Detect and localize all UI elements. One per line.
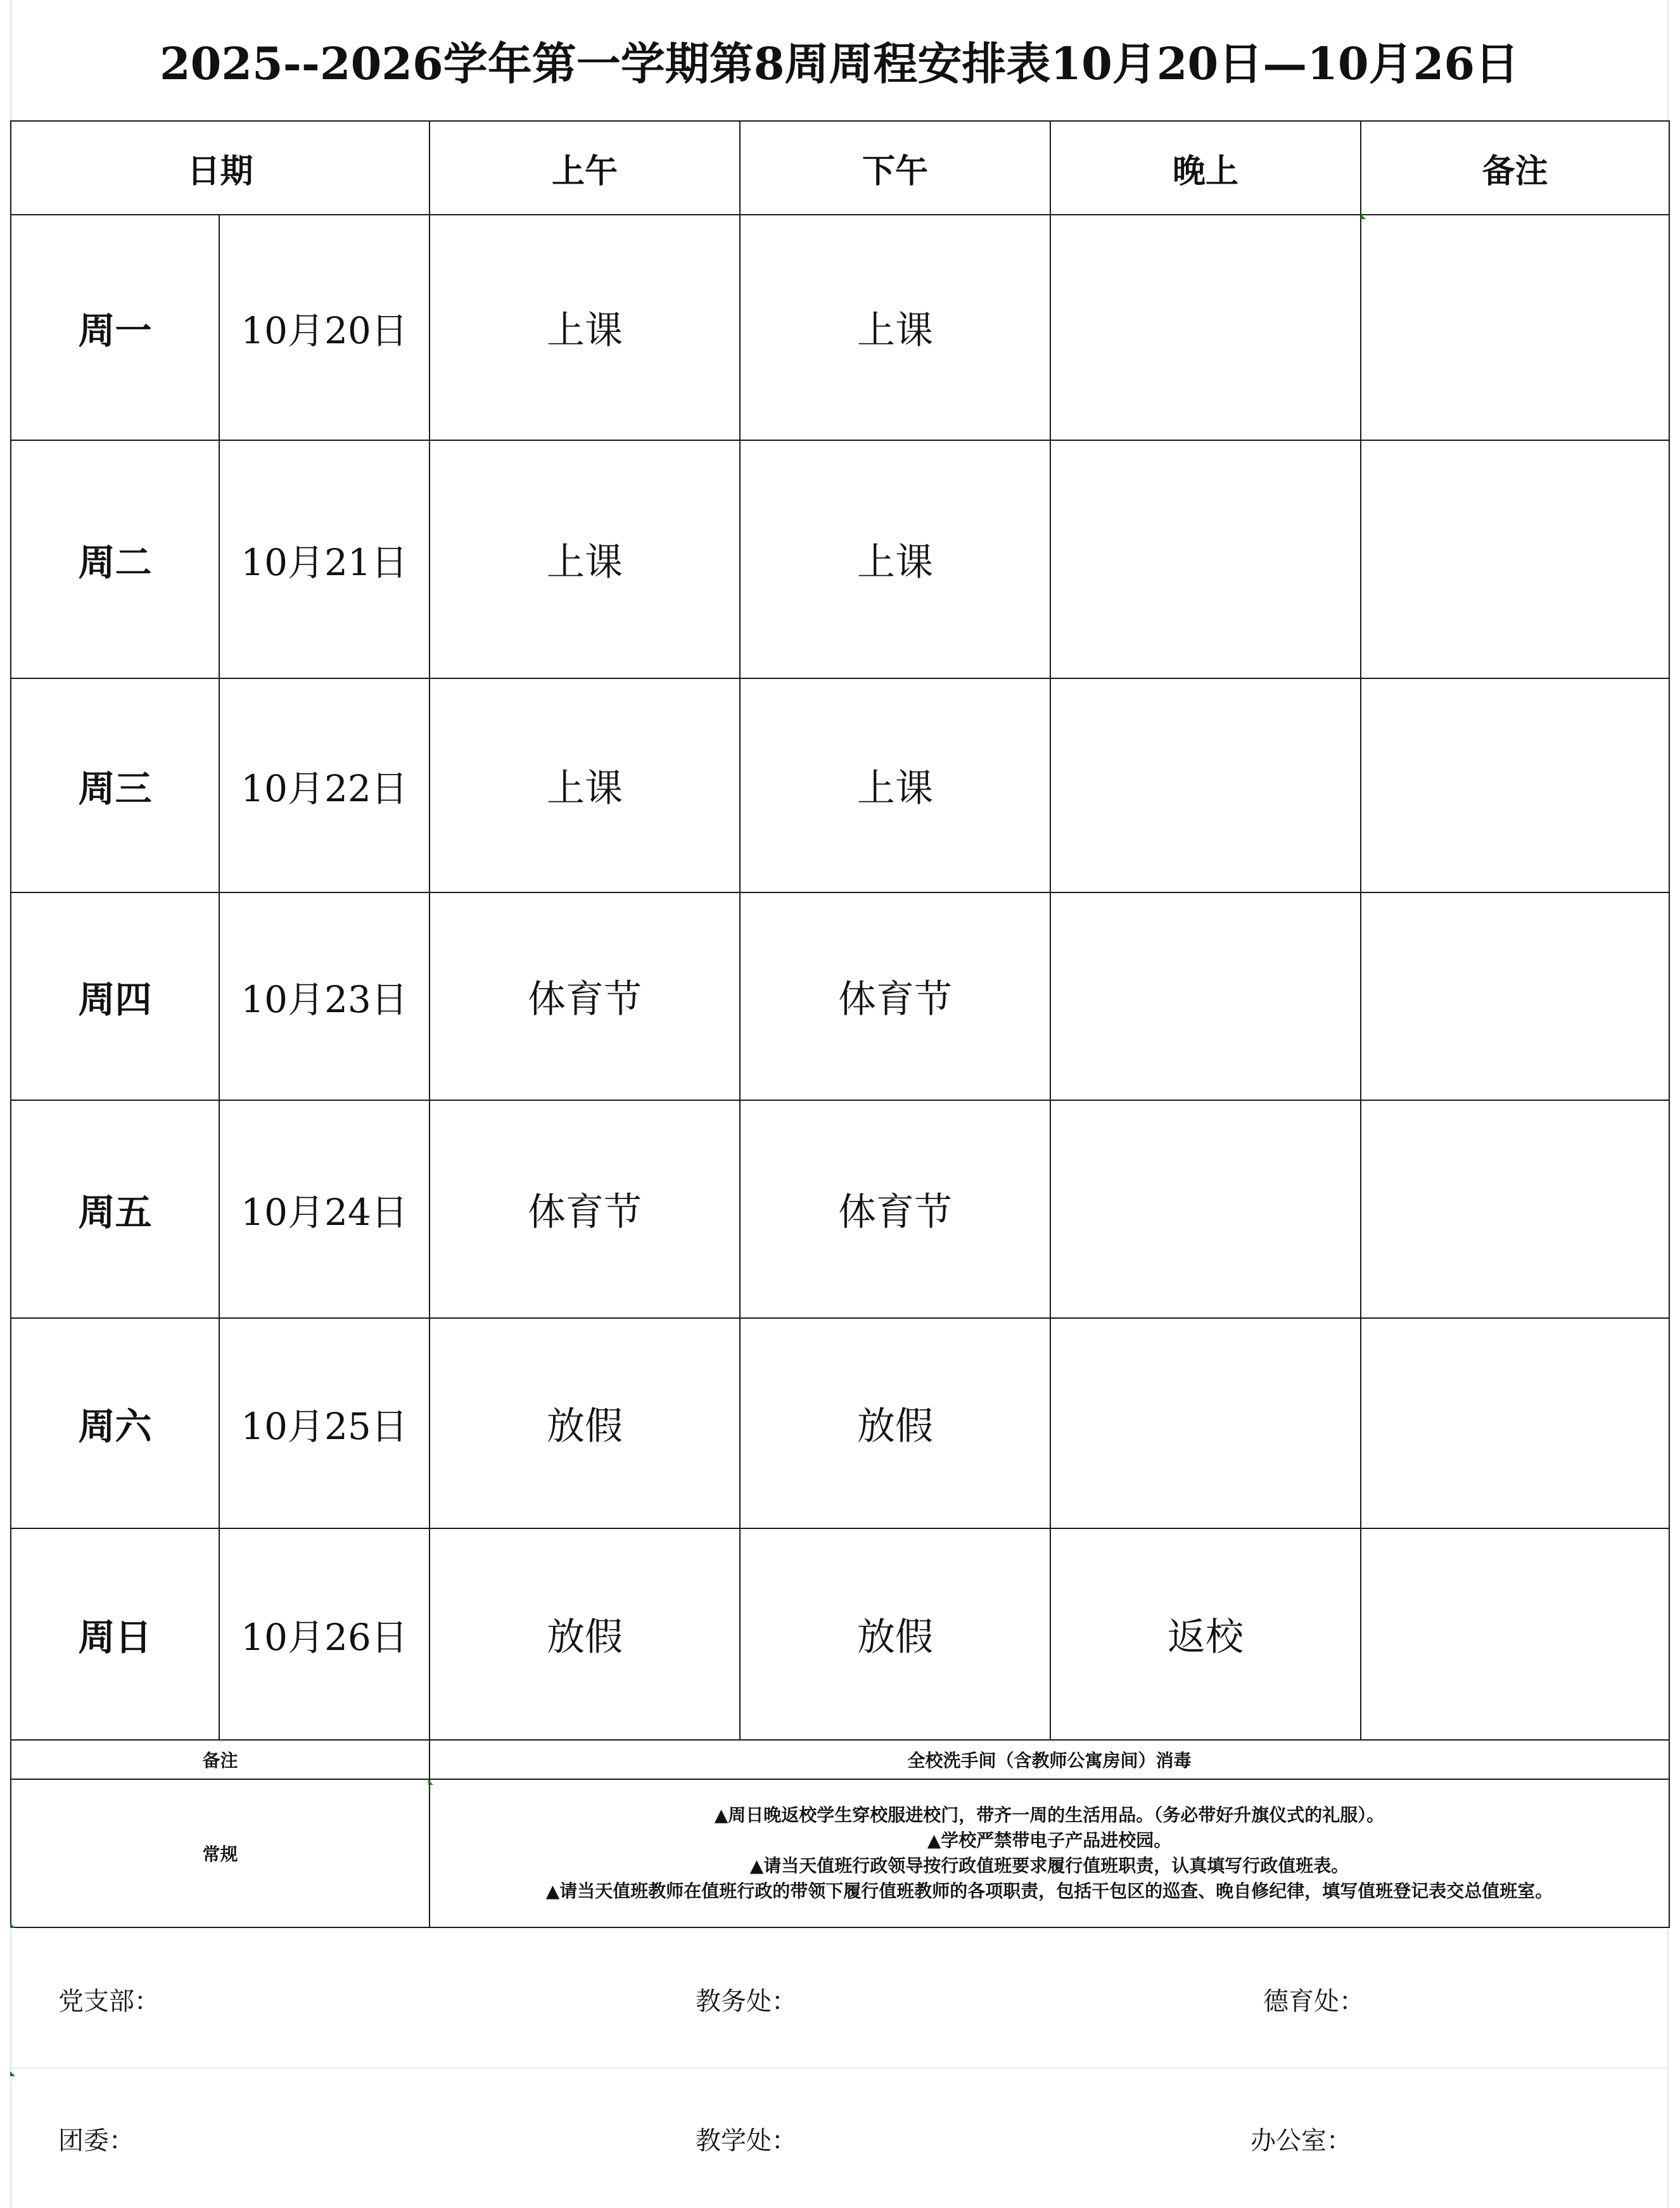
routine-line: ▲请当天值班行政领导按行政值班要求履行值班职责，认真填写行政值班表。 (749, 1855, 1349, 1876)
evening-cell (1050, 1100, 1361, 1318)
header-row (11, 121, 1669, 215)
afternoon-cell: 放假 (740, 1318, 1050, 1528)
day-cell: 周二 (11, 440, 219, 678)
header-evening: 晚上 (1050, 121, 1361, 215)
day-cell: 周三 (11, 678, 219, 892)
evening-cell (1050, 1318, 1361, 1528)
note-row (11, 1740, 1669, 1779)
signature-moral-education: 德育处： (1263, 1986, 1365, 2016)
routine-label: 常规 (11, 1779, 430, 1927)
table-row (11, 1100, 1669, 1318)
table-row (11, 678, 1669, 892)
evening-cell (1050, 440, 1361, 678)
afternoon-cell: 体育节 (740, 1100, 1050, 1318)
signature-party-branch: 党支部： (58, 1986, 160, 2016)
header-date: 日期 (11, 121, 430, 215)
table-row (11, 440, 1669, 678)
evening-cell (1050, 215, 1361, 440)
table-row (11, 1528, 1669, 1740)
morning-cell: 体育节 (430, 892, 740, 1100)
signature-teaching-office: 教学处： (696, 2126, 797, 2155)
header-remarks: 备注 (1361, 121, 1669, 215)
cell-corner-marker (10, 1923, 15, 1928)
table-row (11, 1318, 1669, 1528)
day-cell: 周五 (11, 1100, 219, 1318)
morning-cell: 放假 (430, 1528, 740, 1740)
afternoon-cell: 上课 (740, 678, 1050, 892)
evening-cell (1050, 892, 1361, 1100)
routine-row (11, 1779, 1669, 1927)
remarks-cell (1361, 1318, 1669, 1528)
header-afternoon: 下午 (740, 121, 1050, 215)
remarks-cell (1361, 440, 1669, 678)
routine-line: ▲周日晚返校学生穿校服进校门，带齐一周的生活用品。（务必带好升旗仪式的礼服）。 (714, 1805, 1385, 1825)
cell-corner-marker (1361, 214, 1366, 219)
date-cell: 10月25日 (219, 1318, 430, 1528)
remarks-cell (1361, 678, 1669, 892)
note-text: 全校洗手间（含教师公寓房间）消毒 (430, 1740, 1669, 1779)
signature-general-office: 办公室： (1250, 2126, 1352, 2155)
afternoon-cell: 放假 (740, 1528, 1050, 1740)
morning-cell: 上课 (430, 678, 740, 892)
evening-cell: 返校 (1050, 1528, 1361, 1740)
date-cell: 10月24日 (219, 1100, 430, 1318)
remarks-cell (1361, 215, 1669, 440)
date-cell: 10月23日 (219, 892, 430, 1100)
evening-cell (1050, 678, 1361, 892)
morning-cell: 体育节 (430, 1100, 740, 1318)
header-morning: 上午 (430, 121, 740, 215)
routine-line: ▲学校严禁带电子产品进校园。 (927, 1830, 1172, 1851)
signature-row-1 (10, 1929, 1669, 2069)
signature-academic-affairs: 教务处： (696, 1986, 797, 2016)
remarks-cell (1361, 892, 1669, 1100)
afternoon-cell: 上课 (740, 440, 1050, 678)
morning-cell: 上课 (430, 440, 740, 678)
note-label: 备注 (11, 1740, 430, 1779)
remarks-cell (1361, 1100, 1669, 1318)
cell-corner-marker (428, 1780, 433, 1785)
day-cell: 周日 (11, 1528, 219, 1740)
morning-cell: 上课 (430, 215, 740, 440)
routine-rules (430, 1779, 1669, 1927)
date-cell: 10月20日 (219, 215, 430, 440)
date-cell: 10月26日 (219, 1528, 430, 1740)
table-row (11, 892, 1669, 1100)
table-row (11, 215, 1669, 440)
date-cell: 10月21日 (219, 440, 430, 678)
day-cell: 周六 (11, 1318, 219, 1528)
date-cell: 10月22日 (219, 678, 430, 892)
cell-corner-marker (10, 2071, 15, 2076)
morning-cell: 放假 (430, 1318, 740, 1528)
afternoon-cell: 上课 (740, 215, 1050, 440)
signature-row-2 (10, 2069, 1669, 2208)
day-cell: 周四 (11, 892, 219, 1100)
routine-line: ▲请当天值班教师在值班行政的带领下履行值班教师的各项职责，包括干包区的巡查、晚自修纪律，填写值班登记表交总值班室。 (545, 1881, 1553, 1901)
page-title: 2025--2026学年第一学期第8周周程安排表10月20日—10月26日 (10, 0, 1669, 120)
remarks-cell (1361, 1528, 1669, 1740)
day-cell: 周一 (11, 215, 219, 440)
afternoon-cell: 体育节 (740, 892, 1050, 1100)
weekly-schedule-table (10, 120, 1670, 1928)
signature-youth-league: 团委： (58, 2126, 134, 2155)
